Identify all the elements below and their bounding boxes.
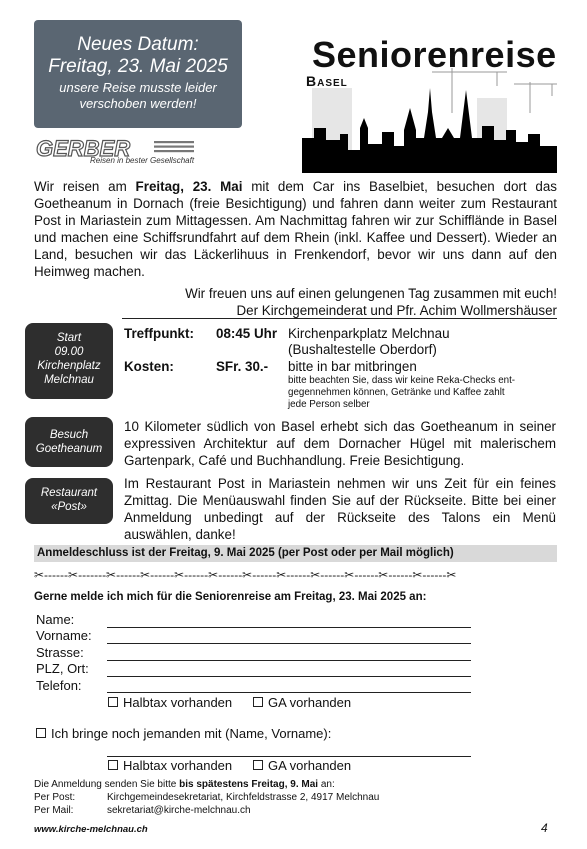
meeting-place-detail: (Bushaltestelle Oberdorf) (288, 342, 437, 357)
page-number: 4 (541, 821, 548, 835)
start-badge-line: Kirchenplatz (37, 360, 101, 372)
divider (122, 318, 557, 319)
mail-address[interactable]: sekretariat@kirche-melchnau.ch (107, 805, 251, 816)
gerber-stripes-icon (154, 140, 194, 156)
start-badge-line: Start (56, 332, 82, 344)
cut-line: ✂------✂-------✂------✂------✂------✂------✂------✂------✂------✂------✂------✂------✂ (34, 568, 457, 582)
companion-label: Ich bringe noch jemanden mit (Name, Vorname): (51, 726, 332, 741)
restaurant-badge-line: Restaurant (40, 487, 98, 499)
plz-label: PLZ, Ort: (36, 661, 89, 676)
plz-field[interactable] (107, 676, 471, 677)
intro-text: Wir reisen am (34, 179, 136, 194)
gerber-tagline: Reisen in bester Gesellschaft (90, 156, 195, 165)
restaurant-badge-line: «Post» (51, 501, 87, 513)
checkbox-icon[interactable] (253, 760, 263, 770)
ga-label: GA vorhanden (268, 758, 352, 773)
ga-label: GA vorhanden (268, 695, 352, 710)
meeting-place: Kirchenparkplatz Melchnau (288, 326, 450, 341)
checkbox-icon[interactable] (253, 697, 263, 707)
halbtax-label: Halbtax vorhanden (123, 758, 233, 773)
vorname-field[interactable] (107, 643, 471, 644)
intro-text: mit dem Car ins Baselbiet, besuchen dort das Goetheanum in Dornach (freie Besichtigung) und fahren dann weiter zum Restaurant Post in Mariastein zum Mittagessen. Am Nachmittag fahren wir zur Schifflände in Basel und machen eine Schiffsrundfahrt auf dem Rhein (inkl. Kaffee und Dessert). Wieder an Land, besuchen wir das Läckerlihuus in Frenkendorf, bevor wir uns dann auf den Heimweg machen. (34, 179, 557, 279)
start-badge (25, 323, 113, 399)
checkbox-icon[interactable] (36, 728, 46, 738)
goetheanum-badge-line: Besuch (49, 429, 89, 441)
strasse-field[interactable] (107, 660, 471, 661)
page-title: Seniorenreise (312, 34, 557, 75)
costs-small-line: gegennehmen können, Getränke und Kaffee zahlt (288, 387, 505, 398)
checkbox-icon[interactable] (108, 697, 118, 707)
new-date-notice (34, 20, 242, 128)
companion-field[interactable] (107, 756, 471, 757)
meeting-time: 08:45 Uhr (216, 326, 278, 341)
halbtax-label: Halbtax vorhanden (123, 695, 233, 710)
costs-small-line: bitte beachten Sie, dass wir keine Reka-Checks ent- (288, 375, 516, 386)
telefon-field[interactable] (107, 692, 471, 693)
vorname-label: Vorname: (36, 628, 92, 643)
notice-line: unsere Reise musste leider (59, 80, 217, 95)
website-link[interactable]: www.kirche-melchnau.ch (34, 824, 148, 835)
checkbox-icon[interactable] (108, 760, 118, 770)
send-deadline: bis spätestens Freitag, 9. Mai (179, 779, 319, 790)
name-label: Name: (36, 612, 75, 627)
notice-date: Freitag, 23. Mai 2025 (48, 56, 228, 77)
send-text: an: (318, 779, 335, 790)
restaurant-text: Im Restaurant Post in Mariastein nehmen wir uns Zeit für ein feines Zmittag. Die Menüauswahl finden Sie auf der Rückseite. Bitte bei einer Anmeldung unbedingt auf der Rückseite des Talons ein Menü auswählen, danke! (124, 476, 556, 542)
goetheanum-badge (25, 417, 113, 467)
goetheanum-badge-line: Goetheanum (35, 443, 103, 455)
ga-checkbox[interactable] (253, 695, 351, 711)
name-field[interactable] (107, 627, 471, 628)
gerber-logo (36, 136, 226, 166)
intro-date: Freitag, 23. Mai (135, 179, 243, 194)
halbtax-checkbox[interactable] (108, 695, 232, 711)
mail-label: Per Mail: (34, 805, 74, 816)
costs-amount: SFr. 30.- (216, 359, 269, 374)
restaurant-badge (25, 478, 113, 524)
city-name: Basel (306, 73, 348, 89)
gerber-logo-text: GERBER (36, 136, 131, 161)
send-instructions (34, 778, 335, 791)
registration-deadline: Anmeldeschluss ist der Freitag, 9. Mai 2025 (per Post oder per Mail möglich) (34, 545, 557, 562)
post-label: Per Post: (34, 792, 76, 803)
closing-signature: Der Kirchgemeinderat und Pfr. Achim Wollmershäuser (236, 303, 557, 318)
closing-text (34, 285, 557, 319)
closing-greeting: Wir freuen uns auf einen gelungenen Tag zusammen mit euch! (185, 286, 557, 301)
form-heading: Gerne melde ich mich für die Seniorenreise am Freitag, 23. Mai 2025 an: (34, 591, 427, 603)
start-badge-line: 09.00 (54, 346, 84, 358)
intro-paragraph (34, 178, 557, 280)
notice-heading: Neues Datum: (77, 34, 199, 55)
costs-small-line: jede Person selber (288, 399, 370, 410)
companion-checkbox[interactable] (36, 726, 331, 742)
telefon-label: Telefon: (36, 678, 82, 693)
costs-label: Kosten: (124, 359, 174, 374)
send-text: Die Anmeldung senden Sie bitte (34, 779, 180, 790)
meeting-label: Treffpunkt: (124, 326, 194, 341)
strasse-label: Strasse: (36, 645, 84, 660)
costs-note: bitte in bar mitbringen (288, 359, 417, 374)
post-address: Kirchgemeindesekretariat, Kirchfeldstrasse 2, 4917 Melchnau (107, 792, 380, 803)
costs-small-note (288, 375, 515, 411)
start-badge-line: Melchnau (44, 374, 94, 386)
goetheanum-text: 10 Kilometer südlich von Basel erhebt sich das Goetheanum in seiner expressiven Architektur auf dem Dornacher Hügel mit malerischem Gartenpark, Café und Buchhandlung. Freie Besichtigung. (124, 419, 556, 468)
companion-halbtax-checkbox[interactable] (108, 758, 232, 774)
notice-line: verschoben werden! (79, 96, 197, 111)
companion-ga-checkbox[interactable] (253, 758, 351, 774)
